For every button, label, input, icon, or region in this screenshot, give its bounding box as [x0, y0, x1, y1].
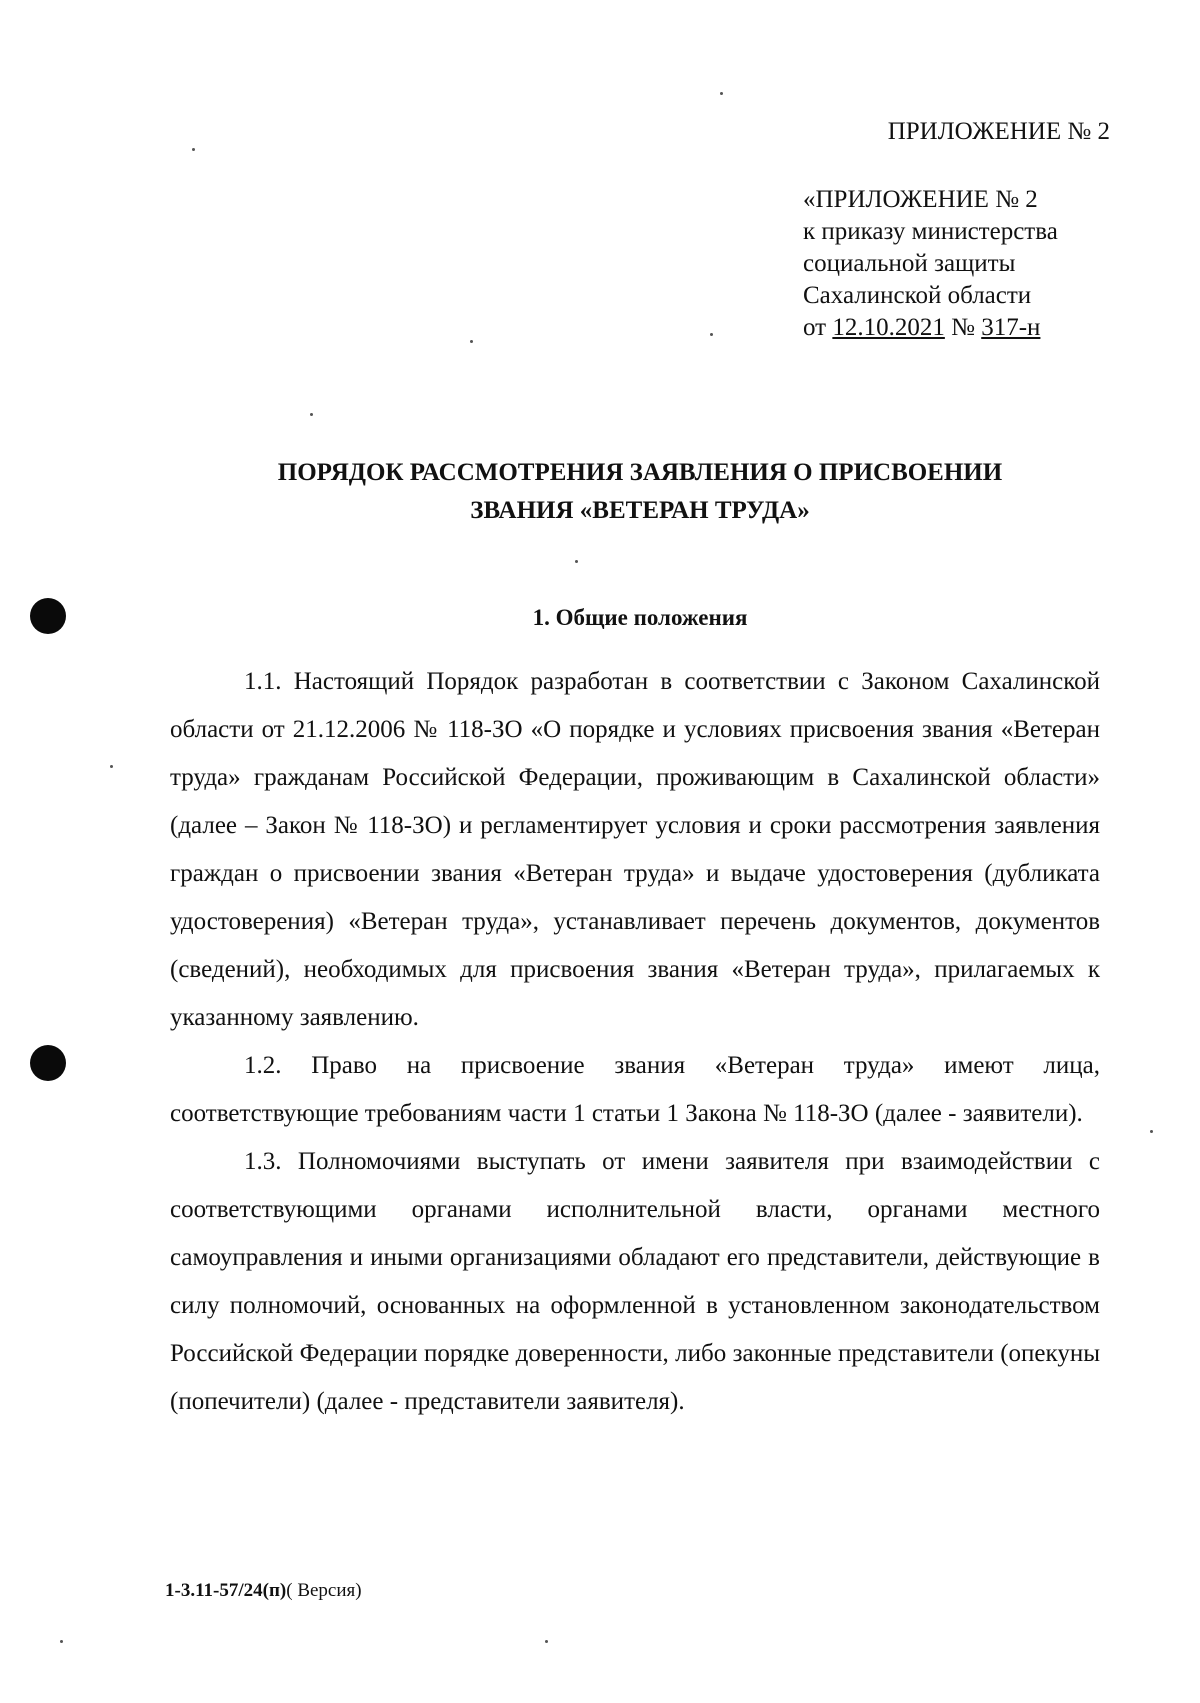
- appendix-reference-line: [803, 216, 1102, 248]
- scan-speck: [110, 765, 113, 768]
- appendix-reference-line: [803, 280, 1102, 312]
- appendix-date-prefix: от: [803, 314, 827, 341]
- appendix-region-word-1: Сахалинской: [803, 282, 942, 309]
- section-heading: 1. Общие положения: [532, 605, 748, 630]
- document-title-line-1: ПОРЯДОК РАССМОТРЕНИЯ ЗАЯВЛЕНИЯ О ПРИСВОЕНИИ: [277, 459, 1003, 486]
- scan-speck: [60, 1640, 63, 1643]
- scan-speck: [710, 333, 713, 336]
- appendix-date-line: [803, 312, 1102, 344]
- appendix-label: ПРИЛОЖЕНИЕ № 2: [887, 118, 1110, 145]
- punch-hole-top: [30, 598, 66, 634]
- appendix-number: 317-н: [981, 314, 1041, 341]
- appendix-reference-line: [803, 248, 1102, 280]
- appendix-date: 12.10.2021: [832, 314, 945, 341]
- scan-speck: [470, 340, 473, 343]
- scan-speck: [310, 413, 313, 416]
- document-title-line-2: ЗВАНИЯ «ВЕТЕРАН ТРУДА»: [470, 497, 810, 524]
- document-title: [160, 454, 1120, 530]
- paragraph-1-1: 1.1. Настоящий Порядок разработан в соответствии с Законом Сахалинской области от 21.12.2006 № 118-ЗО «О порядке и условиях присвоения звания «Ветеран труда» гражданам Российской Федерации, проживающим в Сахалинской области» (далее – Закон № 118-ЗО) и регламентирует условия и сроки рассмотрения заявления граждан о присвоении звания «Ветеран труда» и выдаче удостоверения (дубликата удостоверения) «Ветеран труда», устанавливает перечень документов, документов (сведений), необходимых для присвоения звания «Ветеран труда», прилагаемых к указанному заявлению.: [170, 668, 1100, 1031]
- appendix-order-text: к приказу министерства: [803, 218, 1058, 245]
- appendix-region-word-2: области: [947, 282, 1032, 309]
- appendix-number-sign: №: [951, 314, 975, 341]
- footer-version: ( Версия): [286, 1580, 362, 1601]
- paragraph-1-2: 1.2. Право на присвоение звания «Ветеран труда» имеют лица, соответствующие требованиям части 1 статьи 1 Закона № 118-ЗО (далее - заявители).: [170, 1052, 1100, 1127]
- appendix-ministry-word-2: защиты: [934, 250, 1016, 277]
- appendix-ministry-word-1: социальной: [803, 250, 928, 277]
- scan-speck: [192, 148, 195, 151]
- scan-speck: [545, 1640, 548, 1643]
- footer-document-code: [165, 1580, 362, 1602]
- scan-speck: [720, 92, 723, 95]
- scan-speck: [575, 560, 578, 563]
- punch-hole-bottom: [30, 1045, 66, 1081]
- appendix-reference-title: «ПРИЛОЖЕНИЕ № 2: [803, 186, 1038, 213]
- paragraph-1-3: 1.3. Полномочиями выступать от имени заявителя при взаимодействии с соответствующими органами исполнительной власти, органами местного самоуправления и иными организациями обладают его представители, действующие в силу полномочий, основанных на оформленной в установленном законодательством Российской Федерации порядке доверенности, либо законные представители (опекуны (попечители) (далее - представители заявителя).: [170, 1148, 1100, 1415]
- scan-speck: [1150, 1130, 1153, 1133]
- section-body: [170, 658, 1100, 1426]
- footer-code: 1-3.11-57/24(п): [165, 1580, 287, 1601]
- appendix-reference-block: [803, 184, 1102, 344]
